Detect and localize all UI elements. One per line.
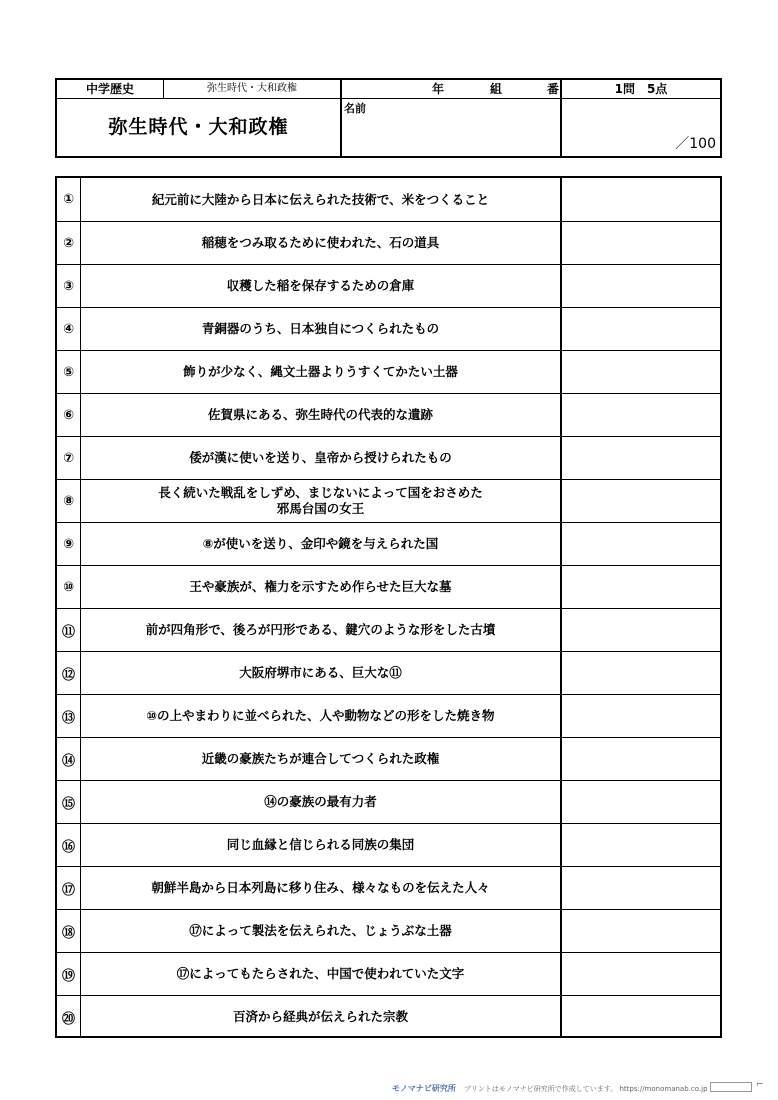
score-field[interactable] <box>562 99 720 156</box>
footer-box <box>710 1082 752 1092</box>
question-number: ⑯ <box>57 824 81 866</box>
answer-cell[interactable] <box>562 824 720 866</box>
question-number: ⑭ <box>57 738 81 780</box>
question-text: 佐賀県にある、弥生時代の代表的な遺跡 <box>81 394 562 436</box>
answer-cell[interactable] <box>562 695 720 737</box>
question-text: ⑰によって製法を伝えられた、じょうぶな土器 <box>81 910 562 952</box>
points-label: 1問 5点 <box>562 80 720 99</box>
grade-label: 年 <box>432 82 445 96</box>
question-row <box>57 909 720 952</box>
question-number: ⑤ <box>57 351 81 393</box>
answer-cell[interactable] <box>562 566 720 608</box>
question-text: 倭が漢に使いを送り、皇帝から授けられたもの <box>81 437 562 479</box>
question-row <box>57 694 720 737</box>
question-text: 青銅器のうち、日本独自につくられたもの <box>81 308 562 350</box>
answer-cell[interactable] <box>562 953 720 995</box>
answer-cell[interactable] <box>562 265 720 307</box>
question-number: ⑥ <box>57 394 81 436</box>
answer-cell[interactable] <box>562 910 720 952</box>
question-text: 稲穂をつみ取るために使われた、石の道具 <box>81 222 562 264</box>
answer-cell[interactable] <box>562 394 720 436</box>
question-number: ⑰ <box>57 867 81 909</box>
answer-cell[interactable] <box>562 351 720 393</box>
question-number: ③ <box>57 265 81 307</box>
question-number: ⑩ <box>57 566 81 608</box>
question-number: ④ <box>57 308 81 350</box>
question-text: ⑩の上やまわりに並べられた、人や動物などの形をした焼き物 <box>81 695 562 737</box>
answer-cell[interactable] <box>562 437 720 479</box>
question-number: ⑦ <box>57 437 81 479</box>
answer-cell[interactable] <box>562 996 720 1038</box>
number-label: 番 <box>547 82 560 96</box>
question-row <box>57 350 720 393</box>
question-number: ② <box>57 222 81 264</box>
question-text: 近畿の豪族たちが連合してつくられた政権 <box>81 738 562 780</box>
question-text: 同じ血縁と信じられる同族の集団 <box>81 824 562 866</box>
question-row <box>57 178 720 221</box>
score-total: ／100 <box>675 136 716 152</box>
question-row <box>57 479 720 522</box>
name-field[interactable] <box>342 99 562 156</box>
question-row <box>57 737 720 780</box>
subject-label: 中学歴史 <box>57 80 164 99</box>
question-text: ⑭の豪族の最有力者 <box>81 781 562 823</box>
footer-brand: モノマナビ研究所 <box>392 1084 456 1093</box>
answer-cell[interactable] <box>562 222 720 264</box>
question-row <box>57 221 720 264</box>
question-text: 王や豪族が、権力を示すため作らせた巨大な墓 <box>81 566 562 608</box>
answer-cell[interactable] <box>562 178 720 221</box>
answer-cell[interactable] <box>562 480 720 522</box>
question-text: 収穫した稲を保存するための倉庫 <box>81 265 562 307</box>
footer-note: プリントはモノマナビ研究所で作成しています。 https://monomanab.co.jp <box>464 1085 708 1093</box>
question-text: 朝鮮半島から日本列島に移り住み、様々なものを伝えた人々 <box>81 867 562 909</box>
question-row <box>57 264 720 307</box>
unit-label: 弥生時代・大和政権 <box>164 80 342 99</box>
header-table <box>55 78 722 158</box>
class-field[interactable] <box>342 80 562 99</box>
question-row <box>57 307 720 350</box>
question-text: 大阪府堺市にある、巨大な⑪ <box>81 652 562 694</box>
question-text: 百済から経典が伝えられた宗教 <box>81 996 562 1038</box>
question-row <box>57 436 720 479</box>
question-row <box>57 522 720 565</box>
question-row <box>57 866 720 909</box>
footer <box>392 1083 708 1094</box>
question-row <box>57 823 720 866</box>
question-number: ⑮ <box>57 781 81 823</box>
name-label: 名前 <box>344 102 366 115</box>
class-label: 組 <box>490 82 503 96</box>
answer-cell[interactable] <box>562 738 720 780</box>
page-title: 弥生時代・大和政権 <box>57 99 342 156</box>
answer-cell[interactable] <box>562 308 720 350</box>
question-number: ⑲ <box>57 953 81 995</box>
question-row <box>57 393 720 436</box>
question-row <box>57 952 720 995</box>
answer-cell[interactable] <box>562 523 720 565</box>
question-text: 前が四角形で、後ろが円形である、鍵穴のような形をした古墳 <box>81 609 562 651</box>
answer-cell[interactable] <box>562 781 720 823</box>
answer-cell[interactable] <box>562 652 720 694</box>
question-number: ⑱ <box>57 910 81 952</box>
question-number: ① <box>57 178 81 221</box>
question-text: ⑧が使いを送り、金印や鏡を与えられた国 <box>81 523 562 565</box>
question-text: 長く続いた戦乱をしずめ、まじないによって国をおさめた 邪馬台国の女王 <box>81 480 562 522</box>
answer-cell[interactable] <box>562 609 720 651</box>
question-row <box>57 565 720 608</box>
question-number: ⑨ <box>57 523 81 565</box>
question-text: 紀元前に大陸から日本に伝えられた技術で、米をつくること <box>81 178 562 221</box>
question-row <box>57 995 720 1038</box>
question-number: ⑳ <box>57 996 81 1038</box>
question-table <box>55 176 722 1038</box>
question-text: 飾りが少なく、縄文土器よりうすくてかたい土器 <box>81 351 562 393</box>
answer-cell[interactable] <box>562 867 720 909</box>
question-row <box>57 608 720 651</box>
question-text: ⑰によってもたらされた、中国で使われていた文字 <box>81 953 562 995</box>
question-number: ⑧ <box>57 480 81 522</box>
question-row <box>57 651 720 694</box>
question-row <box>57 780 720 823</box>
footer-mark-icon: ⌐ <box>756 1080 764 1090</box>
question-number: ⑪ <box>57 609 81 651</box>
question-number: ⑬ <box>57 695 81 737</box>
question-number: ⑫ <box>57 652 81 694</box>
